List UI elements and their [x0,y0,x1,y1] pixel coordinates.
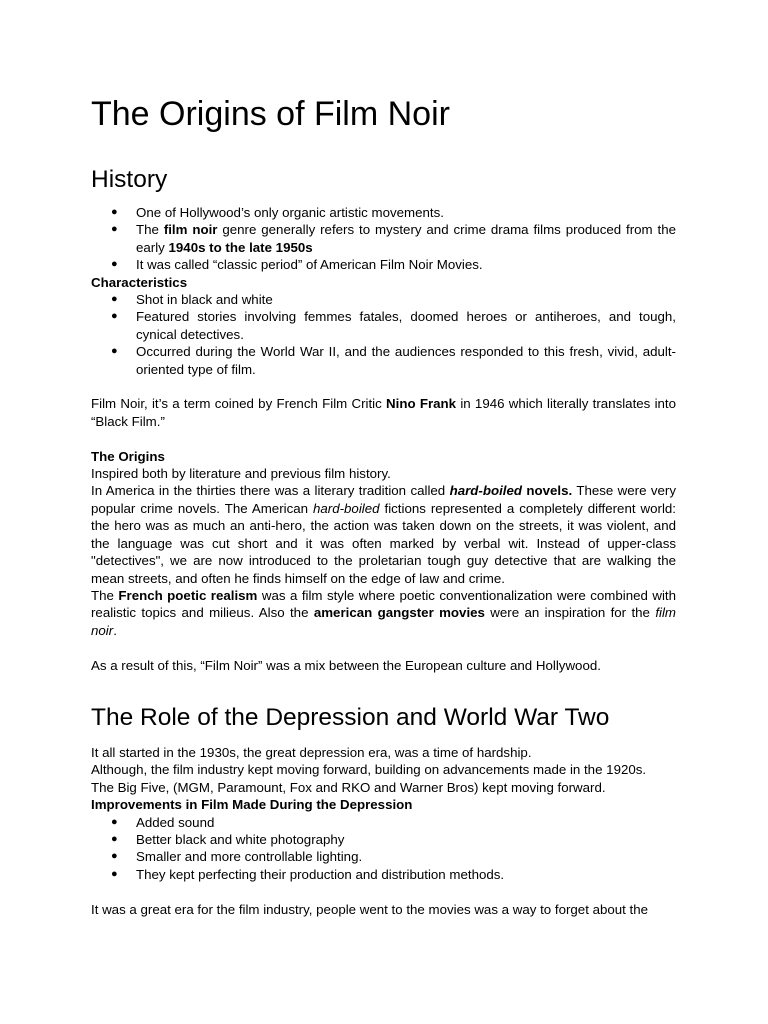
poetic-realism-paragraph: The French poetic realism was a film style where poetic conventionalization were combined with realistic topics and milieus. Also the american gangster movies were an inspiration for the film noir. [91,587,677,638]
history-bullets [91,204,676,274]
list-item: ● Smaller and more controllable lighting. [111,849,363,865]
list-item: ● Shot in black and white [111,292,273,308]
bullet-icon: ● [111,345,118,358]
bullet-icon: ● [111,206,118,218]
bullet-icon: ● [111,815,118,828]
term-paragraph: Film Noir, it’s a term coined by French Film Critic Nino Frank in 1946 which literally translates into “Black Film.” [91,396,677,429]
bullet-icon: ● [111,867,118,880]
history-section [91,165,676,674]
closing-paragraph: It was a great era for the film industry, people went to the movies was a way to forget about the [91,901,649,917]
origins-line: Inspired both by literature and previous film history. [91,466,391,482]
list-item: ● Occurred during the World War II, and the audiences responded to this fresh, vivid, adult-oriented type of film. [111,344,676,377]
bullet-icon: ● [111,833,118,846]
depression-line: It all started in the 1930s, the great depression era, was a time of hardship. [91,745,532,760]
bullet-icon: ● [111,293,118,306]
list-item: ● The film noir genre generally refers to mystery and crime drama films produced from the early 1940s to the late 1950s [111,222,676,255]
list-item: ● They kept perfecting their production and distribution methods. [111,866,505,882]
bullet-icon: ● [111,258,118,271]
improvements-label: Improvements in Film Made During the Depression [91,797,413,813]
depression-line: Although, the film industry kept moving forward, building on advancements made in the 1920s. [91,762,647,778]
list-item: ● Added sound [111,814,215,830]
origins-paragraph: In America in the thirties there was a literary tradition called hard-boiled novels. These were very popular crime novels. The American hard-boiled fictions represented a completely different world: the hero was as much an anti-hero, the action was taken down on the streets, it was violent, and the language was cut short and it was often marked by verbal wit. Instead of upper-class "detectives", we are now introduced to the proletarian tough guy detective that are walking the mean streets, and often he finds himself on the edge of law and crime. [91,483,676,586]
bullet-icon: ● [111,310,118,323]
improvements-list [91,814,676,884]
depression-section [91,703,676,918]
list-item: ● Better black and white photography [111,832,345,848]
list-item: ● One of Hollywood’s only organic artistic movements. [111,205,444,220]
list-item: ● It was called “classic period” of American Film Noir Movies. [111,257,483,273]
result-paragraph: As a result of this, “Film Noir” was a mix between the European culture and Hollywood. [91,657,601,673]
characteristics-list [91,291,676,378]
list-item: ● Featured stories involving femmes fatales, doomed heroes or antiheroes, and tough, cynical detectives. [111,309,676,342]
origins-label: The Origins [91,448,165,464]
depression-line: The Big Five, (MGM, Paramount, Fox and RKO and Warner Bros) kept moving forward. [91,779,606,795]
history-heading: History [91,166,168,193]
bullet-icon: ● [111,850,118,863]
characteristics-label: Characteristics [91,274,188,290]
bullet-icon: ● [111,223,118,236]
depression-heading: The Role of the Depression and World War Two [91,704,610,731]
page-title: The Origins of Film Noir [91,95,450,133]
